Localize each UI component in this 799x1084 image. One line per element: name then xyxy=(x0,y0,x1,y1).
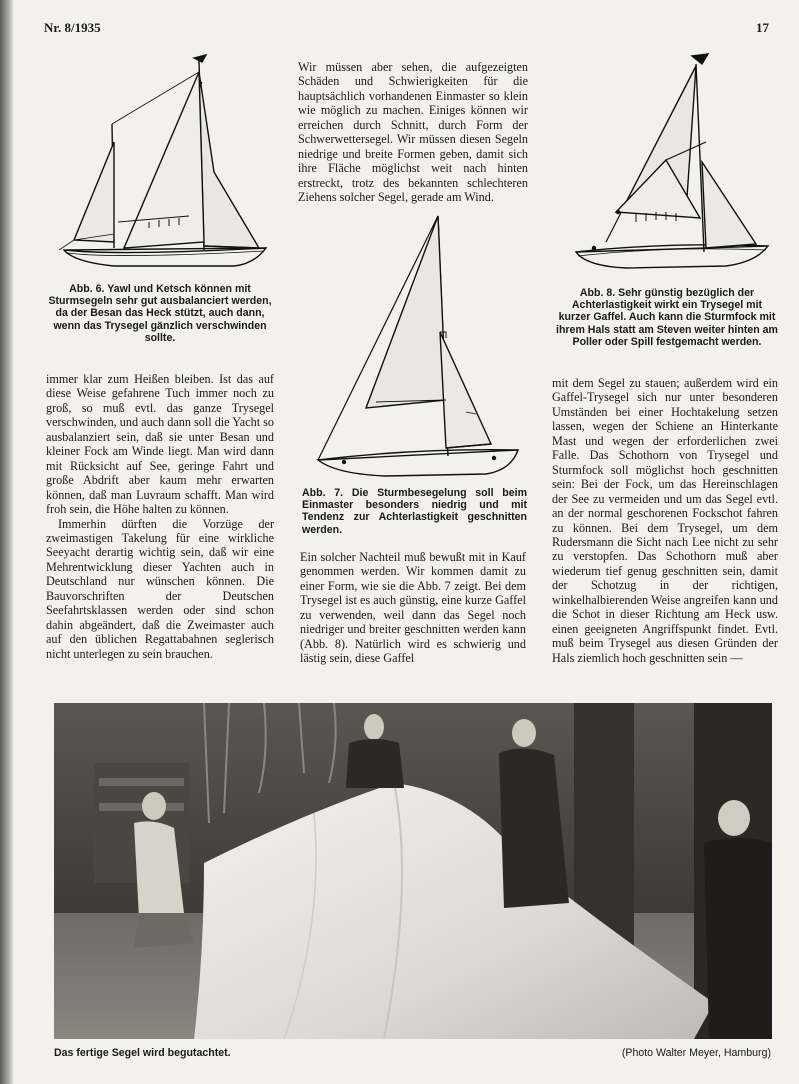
issue-number: Nr. 8/1935 xyxy=(44,20,101,35)
figure-7-caption: Abb. 7. Die Sturmbesegelung soll beim Einmaster besonders niedrig und mit Tendenz zur Achterlastigkeit geschnitten werden. xyxy=(302,487,527,536)
paragraph-right: mit dem Segel zu stauen; außerdem wird ein Gaffel-Trysegel sich nur unter besonderen Umständen bei einer Hochtakelung setzen lassen, wegen der Schiene an Hinterkante Mast und wegen der erforderlichen zwei Falle. Das Schothorn von Trysegel und Sturmfock soll möglichst hoch geschnitten sein: Bei der Fock, um das Hereinschlagen der See zu vermeiden und um das Segel evtl. an der normal geschorenen Fockschot fahren zu können. Bei dem Trysegel, um dem Rudersmann die Sicht nach Lee nicht zu sehr zu verstopfen. Das Schothorn muß aber wiederum tief genug geschnitten sein, damit der Schotzug in der richtigen, winkelhalbierenden Weise angreifen kann und die Schot in dieser Richtung am Heck usw. einen geeigneten Angriffspunkt findet. Evtl. muß beim Trysegel aus diesen Gründen der Hals ziemlich hoch geschnitten sein — xyxy=(552,376,778,665)
page-binding-shadow xyxy=(0,0,14,1084)
figure-6-ketch-drawing xyxy=(54,52,274,274)
photo-caption: Das fertige Segel wird begutachtet. xyxy=(54,1047,231,1059)
figure-6-caption: Abb. 6. Yawl und Ketsch können mit Sturmsegeln sehr gut ausbalanciert werden, da der Besan das Heck stützt, auch dann, wenn das Trysegel gänzlich verschwinden sollte. xyxy=(48,283,272,344)
photo-credit: (Photo Walter Meyer, Hamburg) xyxy=(621,1047,771,1059)
text-column-middle-top xyxy=(298,60,528,205)
figure-8-trysail-drawing xyxy=(566,52,776,278)
sail-inspection-photo xyxy=(54,703,772,1039)
page-number: 17 xyxy=(756,20,769,35)
text-column-middle-bottom xyxy=(300,550,526,666)
paragraph-left-1: immer klar zum Heißen bleiben. Ist das auf diese Weise gefahrene Tuch immer noch zu groß, so muß evtl. das ganze Trysegel verschwinden, und auch dann soll die Yacht so ausbalanziert sein, daß sie unter Besan und kleiner Fock am Winde liegt. Man wird dann mit Rücksicht auf See, geringe Fahrt und große Abdrift aber kaum mehr erwarten können, daß man Luvraum schafft. Man wird froh sein, die Höhe halten zu können. xyxy=(46,372,274,517)
paragraph-middle-bottom: Ein solcher Nachteil muß bewußt mit in Kauf genommen werden. Wir kommen damit zu einer Form, wie sie die Abb. 7 zeigt. Bei dem Trysegel ist es auch günstig, eine kurze Gaffel zu verwenden, weil dann das Segel noch niedriger und breiter geschnitten werden kann (Abb. 8). Natürlich wird es schwierig und lästig sein, diese Gaffel xyxy=(300,550,526,666)
text-column-left xyxy=(46,372,274,661)
paragraph-left-2: Immerhin dürften die Vorzüge der zweimastigen Takelung für eine wirkliche Seeyacht derartig wichtig sein, daß wir eine Mehrentwicklung dieser Yachten auch in Deutschland nur wünschen können. Die Bauvorschriften der Deutschen Seefahrtsklassen werden oder sind schon dahin abgeändert, daß die Zweimaster auch auf den üblichen Regattabahnen seglerisch nicht unterlegen zu sein brauchen. xyxy=(46,516,274,661)
figure-8-caption: Abb. 8. Sehr günstig bezüglich der Achterlastigkeit wirkt ein Trysegel mit kurzer Gaffel. Auch kann die Sturmfock mit ihrem Hals statt am Steven weiter hinten am Poller oder Spill festgemacht werden. xyxy=(556,287,778,348)
paragraph-middle-top: Wir müssen aber sehen, die aufgezeigten Schäden und Schwierigkeiten für die hauptsächlich vorhandenen Einmaster so klein wie möglich zu machen. Einiges können wir erreichen durch Schnitt, durch Form der Schwerwettersegel. Wir müssen diesen Segeln niedrige und breite Formen geben, damit sich ihre Fläche möglichst weit nach hinten erstreckt, trotz des bekannten schlechteren Ziehens solcher Segel, gerade am Wind. xyxy=(298,60,528,205)
text-column-right xyxy=(552,376,778,665)
figure-7-sloop-drawing xyxy=(306,212,531,480)
